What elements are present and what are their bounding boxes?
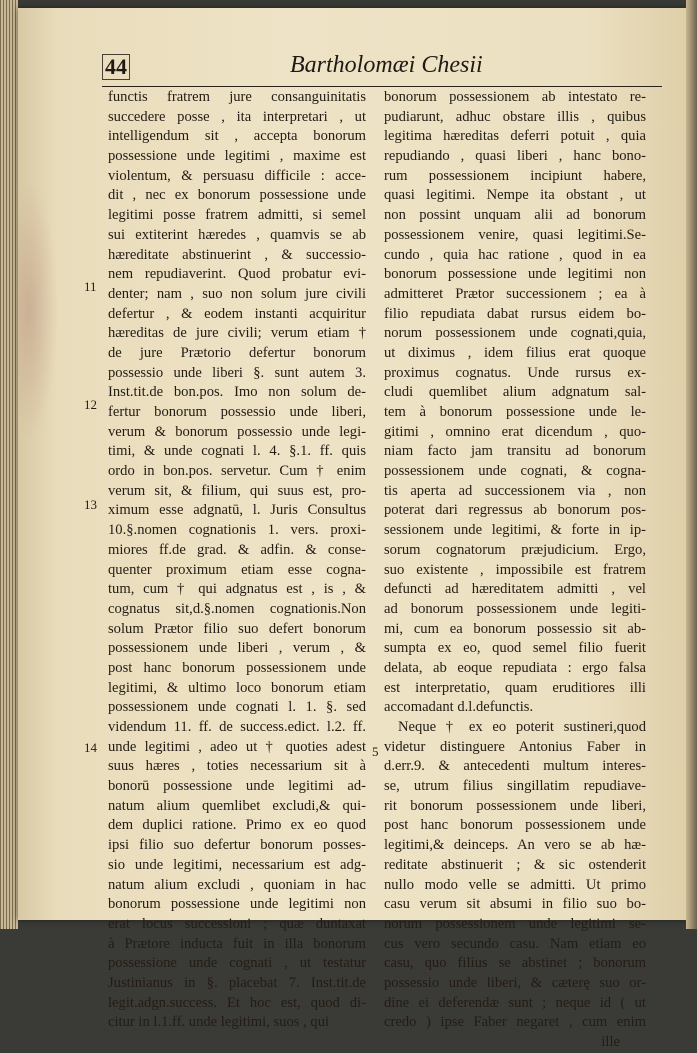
text-line: sorum cognatorum præjudicium. Ergo, (384, 541, 646, 558)
text-line: credo ) ipse Faber negaret , cum enim (384, 1014, 646, 1031)
text-line: gitimi , omnino erat dicendum , quo- (384, 423, 646, 440)
text-line: rit bonorum possessionem unde liberi, (384, 797, 646, 814)
text-line: videndum 11. ff. de success.edict. l.2. ff. (108, 719, 366, 735)
text-line: bonorum possessionem ab intestato re- (384, 89, 646, 105)
text-line: accomadant d.l.defunctis. (384, 699, 534, 716)
text-line: legitima hæreditas deferri potuit , quia (384, 128, 646, 145)
left-column (108, 88, 366, 1033)
text-line: legitimi,& deinceps. An vero se ab hæ- (384, 837, 646, 854)
text-line: quenter proximum etiam esse cogna- (108, 561, 366, 578)
margin-number: 5 (372, 744, 379, 759)
text-line: ipsi filio suo defertur bonorum posses- (108, 837, 366, 854)
right-column (384, 88, 646, 1053)
text-line: defertur , & eodem instanti acquiritur (108, 305, 366, 322)
text-line: admitteret Prætor successionem ; ea à (384, 285, 646, 302)
text-line: post hanc bonorum possessionem unde (384, 817, 646, 834)
margin-number: 12 (84, 397, 97, 412)
text-line: timi, & unde cognati l. 4. §.1. ff. quis (108, 443, 366, 460)
text-line: de jure Prætorio defertur bonorum (108, 344, 366, 361)
text-line: ut diximus , idem filius erat quoque (384, 344, 646, 361)
text-line: hæreditas de jure civili; verum etiam † (108, 325, 366, 342)
margin-number: 13 (84, 497, 97, 512)
text-line: à Prætore inducta fuit in illa bonorum (108, 935, 366, 952)
text-line: legitimi, & ultimo loco bonorum etiam (108, 679, 366, 696)
text-line: ordo in bon.pos. servetur. Cum † enim (108, 463, 366, 480)
text-line: videtur distinguere Antonius Faber in (384, 738, 646, 755)
text-line: possessionem venire, quasi legitimi.Se- (384, 226, 646, 243)
text-line: filio repudiata dabat rursus eidem bo- (384, 305, 646, 322)
text-line: d.err.9. & antecedenti multum interes- (384, 758, 646, 775)
page-number: 44 (102, 54, 130, 80)
text-line: cognatus sit,d.§.nomen cognationis.Non (108, 600, 366, 617)
text-line: sumpta ex eo, quod semel filio fuerit (384, 640, 646, 657)
text-line: possessionem unde liberi , verum , & (108, 640, 366, 657)
text-line: quasi legitimi. Nempe ita obstant , ut (384, 187, 646, 204)
text-line: verum sit, & filium, qui suus est, pro- (108, 482, 366, 499)
text-line: fertur bonorum possessio unde liberi, (108, 404, 366, 420)
text-line: legit.adgn.success. Et hoc est, quod di- (108, 994, 366, 1011)
text-line: possessio unde liberi §. sunt autem 3. (108, 364, 366, 381)
text-line: Inst.tit.de bon.pos. Imo non solum de- (108, 384, 366, 401)
text-line: poterat dari regressus ab bonorum pos- (384, 502, 646, 519)
text-line: unde legitimi , adeo ut † quoties adest (108, 738, 366, 755)
text-line: cundo , quia hac ratione , quod in ea (384, 246, 646, 263)
text-line: bonorū possessione unde legitimi ad- (108, 778, 366, 795)
text-line: citur in l.1.ff. unde legitimi, suos , qui (108, 1014, 330, 1031)
text-line: dit , nec ex bonorum possessione unde (108, 187, 366, 204)
page-stain (18, 180, 58, 440)
margin-number: 14 (84, 740, 97, 755)
running-title: Bartholomæi Chesii (290, 52, 483, 78)
text-line: mi, cum ea bonorum possessio sit ab- (384, 620, 646, 637)
text-line: niam facto jam transitu ad bonorum (384, 443, 646, 460)
text-line: 10.§.nomen cognationis 1. vers. proxi- (108, 522, 366, 539)
text-line: succedere posse , ita interpretari , ut (108, 108, 366, 125)
page-header (102, 52, 662, 87)
text-line: miores ff.de grad. & adfin. & conse- (108, 541, 366, 558)
text-line: defuncti ad hæreditatem admitti , vel (384, 581, 646, 598)
text-line: sui extiterint hæredes , quamvis se ab (108, 226, 366, 243)
text-line: hæreditate abstinuerint , & successio- (108, 246, 366, 263)
text-line: ximum esse adgnatū, l. Juris Consultus (108, 502, 366, 519)
text-line: tis aperta ad successionem via , non (384, 482, 646, 499)
text-line: repudiando , quasi liberi , hanc bono- (384, 148, 646, 165)
text-line: delata, ab eoque repudiata : ergo falsa (384, 659, 646, 676)
text-line: casu verum sit absumi in filio suo bo- (384, 896, 646, 913)
text-line: possessionem unde cognati, & cogna- (384, 463, 646, 480)
text-line: erat locus successioni ; quæ duntaxat (108, 915, 366, 932)
text-line: proximus cognatus. Unde rursus ex- (384, 364, 646, 381)
text-line: rum possessionem incipiunt habere, (384, 167, 646, 184)
text-line: Justinianus in §. placebat 7. Inst.tit.de (108, 974, 366, 991)
text-line: nullo modo velle se admitti. Ut primo (384, 876, 646, 893)
text-line: violentum, & persuasu difficile : acce- (108, 167, 366, 184)
text-line: possessionem unde cognati l. 1. §. sed (108, 699, 366, 716)
text-line: legitimi posse fratrem admitti, si semel (108, 207, 366, 224)
text-line: suus hæres , toties necessarium sit à (108, 758, 366, 775)
text-line: cludi quemlibet alium adgnatum sal- (384, 384, 646, 401)
text-line: est interpretatio, quam eruditiores illi (384, 679, 646, 696)
text-line: dem duplici ratione. Primo ex eo quod (108, 817, 366, 834)
text-line: sessionem unde legitimi, & forte in ip- (384, 522, 646, 539)
text-line: functis fratrem jure consanguinitatis (108, 89, 366, 105)
text-line: casu, quo filius se abstinet ; bonorum (384, 955, 646, 972)
text-line: natum alium quemlibet excludi,& qui- (108, 797, 366, 814)
text-line: tem à bonorum possessione unde le- (384, 404, 646, 420)
text-line: sio unde legitimi, necessarium est adg- (108, 856, 366, 873)
text-line: suo existente , impossibile est fratrem (384, 561, 646, 578)
text-line: verum & bonorum possessio unde legi- (108, 423, 366, 440)
text-line: intelligendum sit , accepta bonorum (108, 128, 366, 145)
text-line: se, utrum filius singillatim repudiave- (384, 778, 646, 795)
text-line: norum possessionem unde cognati,quia, (384, 325, 646, 342)
text-line: ad bonorum possessionem unde legiti- (384, 600, 646, 617)
text-line: dine ei deferendæ sunt ; neque id ( ut (384, 994, 646, 1011)
text-line: norum possessionem unde legitimi se- (384, 915, 646, 932)
text-line: Neque † ex eo poterit sustineri,quod (398, 719, 646, 735)
text-line: possessio unde liberi, & cæterę suo or- (384, 974, 646, 991)
text-line: possessione unde legitimi , maxime est (108, 148, 366, 165)
text-line: cus vero secundo casu. Nam etiam eo (384, 935, 646, 952)
text-line: non possint unquam alii ad bonorum (384, 207, 646, 224)
text-line: pudiarunt, adhuc obstare illis , quibus (384, 108, 646, 125)
text-line: possessione unde cognati , ut testatur (108, 955, 366, 972)
text-line: natum alium excludi , quoniam in hac (108, 876, 366, 893)
book-gutter (0, 0, 18, 929)
text-line: nem repudiaverint. Quod probatur evi- (108, 266, 366, 283)
page-edge (686, 0, 697, 929)
text-line: bonorum possessione unde legitimi non (384, 266, 646, 283)
text-line: ille (601, 1034, 620, 1050)
text-line: solum Prætor filio suo defert bonorum (108, 620, 366, 637)
text-line: bonorum possessione unde legitimi non (108, 896, 366, 913)
text-line: tum, cum † qui adgnatus est , is , & (108, 581, 366, 598)
text-line: reditate abstinuerit ; & sic ostenderit (384, 856, 646, 873)
margin-number: 11 (84, 279, 97, 294)
text-line: denter; nam , suo non solum jure civili (108, 285, 366, 302)
text-line: post hanc bonorum possessionem unde (108, 659, 366, 676)
